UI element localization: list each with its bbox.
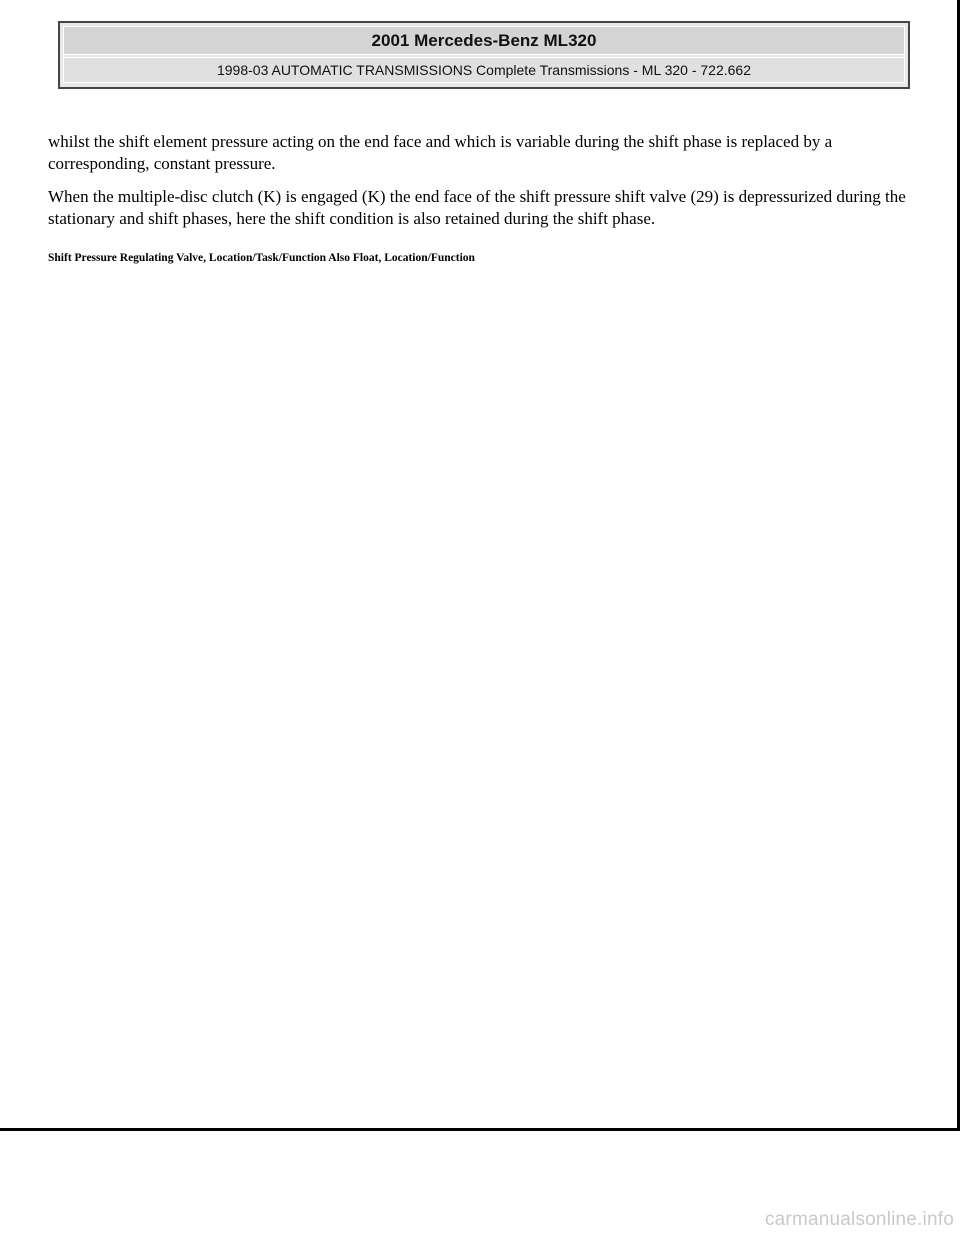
body-paragraph: When the multiple-disc clutch (K) is engaged (K) the end face of the shift pressure shift valve (29) is depressurized during the stationary and shift phases, here the shift condition is also retained during the shift phase. bbox=[48, 187, 906, 228]
section-subtitle: 1998-03 AUTOMATIC TRANSMISSIONS Complete Transmissions - ML 320 - 722.662 bbox=[63, 57, 905, 83]
page-header bbox=[58, 21, 910, 89]
site-watermark: carmanualsonline.info bbox=[764, 1209, 954, 1230]
document-body bbox=[48, 131, 908, 265]
body-paragraph: whilst the shift element pressure acting on the end face and which is variable during the shift phase is replaced by a corresponding, constant pressure. bbox=[48, 132, 833, 173]
vehicle-title: 2001 Mercedes-Benz ML320 bbox=[63, 26, 905, 55]
figure-caption: Shift Pressure Regulating Valve, Location/Task/Function Also Float, Location/Function bbox=[48, 252, 475, 264]
